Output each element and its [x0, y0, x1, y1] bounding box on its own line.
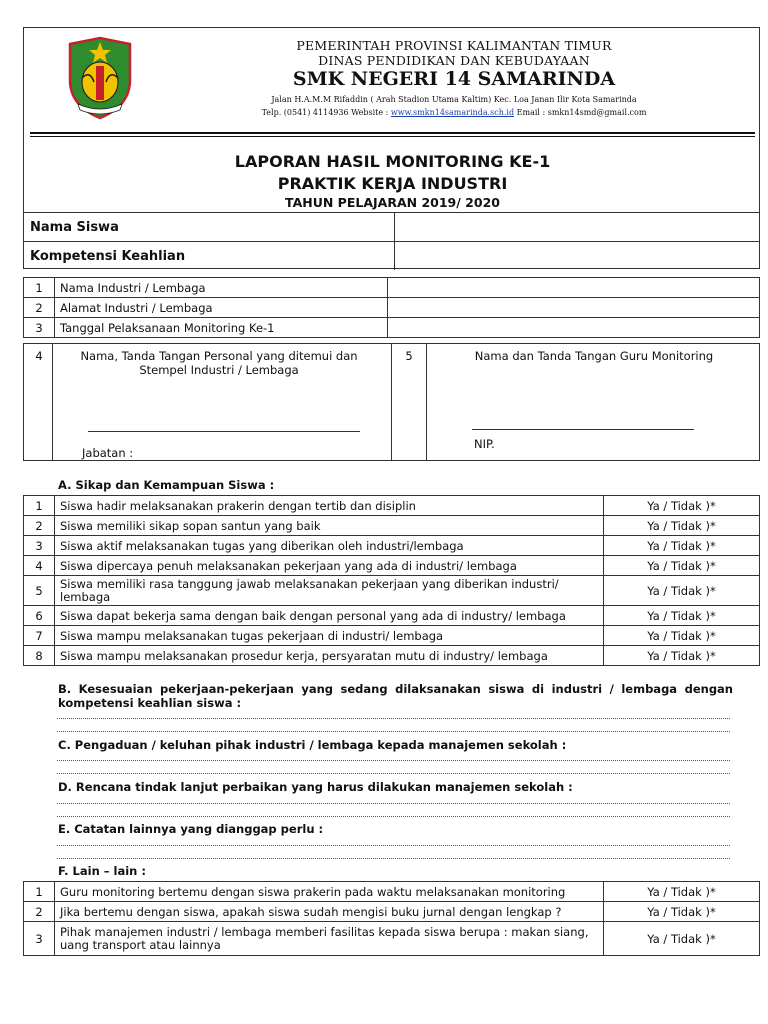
section-a-heading: A. Sikap dan Kemampuan Siswa :: [58, 478, 275, 492]
table-row: [24, 902, 760, 922]
table-row: [24, 882, 760, 902]
table-row: [24, 318, 760, 338]
row-label: Nama Industri / Lembaga: [55, 278, 388, 298]
answer-line[interactable]: [57, 731, 730, 732]
row-number: 2: [24, 902, 55, 922]
yes-no-choice[interactable]: Ya / Tidak )*: [604, 496, 760, 516]
identity-row: [24, 242, 759, 271]
industry-info-table: [23, 277, 760, 338]
teacher-signature-line[interactable]: [472, 429, 694, 430]
email-text: Email : smkn14smd@gmail.com: [514, 108, 647, 117]
divider: [426, 344, 427, 460]
row-value-field[interactable]: [388, 318, 760, 338]
yes-no-choice[interactable]: Ya / Tidak )*: [604, 646, 760, 666]
industry-signature-line[interactable]: [88, 431, 360, 432]
row-text: Siswa aktif melaksanakan tugas yang diberikan oleh industri/lembaga: [55, 536, 604, 556]
industry-signature-label: Nama, Tanda Tangan Personal yang ditemui dan Stempel Industri / Lembaga: [80, 349, 358, 377]
row-number: 8: [24, 646, 55, 666]
table-row: [24, 496, 760, 516]
yes-no-choice[interactable]: Ya / Tidak )*: [604, 902, 760, 922]
school-address: Jalan H.A.M.M Rifaddin ( Arah Stadion Utama Kaltim) Kec. Loa Janan Ilir Kota Samarinda: [271, 95, 637, 104]
answer-line[interactable]: [57, 845, 730, 846]
report-subtitle: PRAKTIK KERJA INDUSTRI: [277, 174, 508, 193]
table-row: [24, 556, 760, 576]
table-row: [24, 576, 760, 606]
yes-no-choice[interactable]: Ya / Tidak )*: [604, 606, 760, 626]
row-number: 1: [24, 496, 55, 516]
section-e-heading: E. Catatan lainnya yang dianggap perlu :: [58, 822, 324, 836]
header-line-department: DINAS PENDIDIKAN DAN KEBUDAYAAN: [318, 53, 590, 68]
table-row: [24, 536, 760, 556]
kompetensi-label: Kompetensi Keahlian: [24, 242, 395, 271]
nama-siswa-field[interactable]: [395, 213, 760, 242]
row-number: 5: [405, 349, 413, 363]
section-f-heading: F. Lain – lain :: [58, 864, 146, 878]
teacher-signature-label: Nama dan Tanda Tangan Guru Monitoring: [474, 349, 714, 363]
row-text: Guru monitoring bertemu dengan siswa prakerin pada waktu melaksanakan monitoring: [55, 882, 604, 902]
jabatan-label: Jabatan :: [82, 446, 134, 460]
row-text: Siswa dapat bekerja sama dengan baik dengan personal yang ada di industry/ lembaga: [55, 606, 604, 626]
table-row: [24, 646, 760, 666]
school-contact: [234, 108, 674, 117]
divider: [52, 344, 53, 460]
answer-line[interactable]: [57, 803, 730, 804]
row-text: Siswa dipercaya penuh melaksanakan pekerjaan yang ada di industri/ lembaga: [55, 556, 604, 576]
table-row: [24, 516, 760, 536]
header-frame: [23, 27, 760, 269]
identity-row: [24, 213, 759, 242]
report-year: TAHUN PELAJARAN 2019/ 2020: [285, 195, 500, 210]
row-text: Siswa hadir melaksanakan prakerin dengan tertib dan disiplin: [55, 496, 604, 516]
yes-no-choice[interactable]: Ya / Tidak )*: [604, 516, 760, 536]
yes-no-choice[interactable]: Ya / Tidak )*: [604, 882, 760, 902]
row-number: 3: [24, 922, 55, 956]
answer-line[interactable]: [57, 858, 730, 859]
yes-no-choice[interactable]: Ya / Tidak )*: [604, 626, 760, 646]
yes-no-choice[interactable]: Ya / Tidak )*: [604, 576, 760, 606]
row-label: Tanggal Pelaksanaan Monitoring Ke-1: [55, 318, 388, 338]
section-f-table: [23, 881, 760, 956]
row-text: Jika bertemu dengan siswa, apakah siswa sudah mengisi buku jurnal dengan lengkap ?: [55, 902, 604, 922]
answer-line[interactable]: [57, 718, 730, 719]
table-row: [24, 298, 760, 318]
row-text: Siswa mampu melaksanakan tugas pekerjaan di industri/ lembaga: [55, 626, 604, 646]
row-number: 7: [24, 626, 55, 646]
row-number: 1: [24, 278, 55, 298]
row-label: Alamat Industri / Lembaga: [55, 298, 388, 318]
section-c-heading: C. Pengaduan / keluhan pihak industri / lembaga kepada manajemen sekolah :: [58, 738, 567, 752]
header-rule-thin: [30, 136, 755, 137]
row-number: 3: [24, 536, 55, 556]
row-number: 4: [24, 556, 55, 576]
row-text: Pihak manajemen industri / lembaga memberi fasilitas kepada siswa berupa : makan siang, uang transport atau lainnya: [55, 922, 604, 956]
section-d-heading: D. Rencana tindak lanjut perbaikan yang harus dilakukan manajemen sekolah :: [58, 780, 573, 794]
kompetensi-field[interactable]: [395, 242, 760, 271]
student-identity-table: [24, 212, 759, 270]
table-row: [24, 278, 760, 298]
divider: [391, 344, 392, 460]
row-value-field[interactable]: [388, 278, 760, 298]
section-b-heading: B. Kesesuaian pekerjaan-pekerjaan yang sedang dilaksanakan siswa di industri / lembaga dengan kompetensi keahlian siswa :: [58, 682, 733, 710]
answer-line[interactable]: [57, 773, 730, 774]
row-text: Siswa mampu melaksanakan prosedur kerja, persyaratan mutu di industry/ lembaga: [55, 646, 604, 666]
row-number: 2: [24, 298, 55, 318]
header-rule-thick: [30, 132, 755, 134]
header-line-province: PEMERINTAH PROVINSI KALIMANTAN TIMUR: [296, 38, 612, 53]
row-number: 6: [24, 606, 55, 626]
signature-block: [23, 343, 760, 461]
row-number: 1: [24, 882, 55, 902]
answer-line[interactable]: [57, 816, 730, 817]
row-number: 4: [35, 349, 43, 363]
phone-text: Telp. (0541) 4114936 Website :: [261, 108, 391, 117]
kalimantan-timur-crest-icon: [64, 34, 136, 122]
table-row: [24, 922, 760, 956]
table-row: [24, 626, 760, 646]
table-row: [24, 606, 760, 626]
nip-label: NIP.: [474, 437, 495, 451]
row-value-field[interactable]: [388, 298, 760, 318]
answer-line[interactable]: [57, 760, 730, 761]
row-text: Siswa memiliki rasa tanggung jawab melaksanakan pekerjaan yang diberikan industri/ lembaga: [55, 576, 604, 606]
row-number: 2: [24, 516, 55, 536]
nama-siswa-label: Nama Siswa: [24, 213, 395, 242]
letterhead: [24, 28, 761, 138]
yes-no-choice[interactable]: Ya / Tidak )*: [604, 556, 760, 576]
yes-no-choice[interactable]: Ya / Tidak )*: [604, 922, 760, 956]
report-title: LAPORAN HASIL MONITORING KE-1: [234, 152, 551, 171]
row-number: 5: [24, 576, 55, 606]
section-a-table: [23, 495, 760, 666]
website-link[interactable]: www.smkn14samarinda.sch.id: [390, 108, 515, 117]
school-name: SMK NEGERI 14 SAMARINDA: [292, 68, 616, 90]
row-text: Siswa memiliki sikap sopan santun yang baik: [55, 516, 604, 536]
yes-no-choice[interactable]: Ya / Tidak )*: [604, 536, 760, 556]
row-number: 3: [24, 318, 55, 338]
